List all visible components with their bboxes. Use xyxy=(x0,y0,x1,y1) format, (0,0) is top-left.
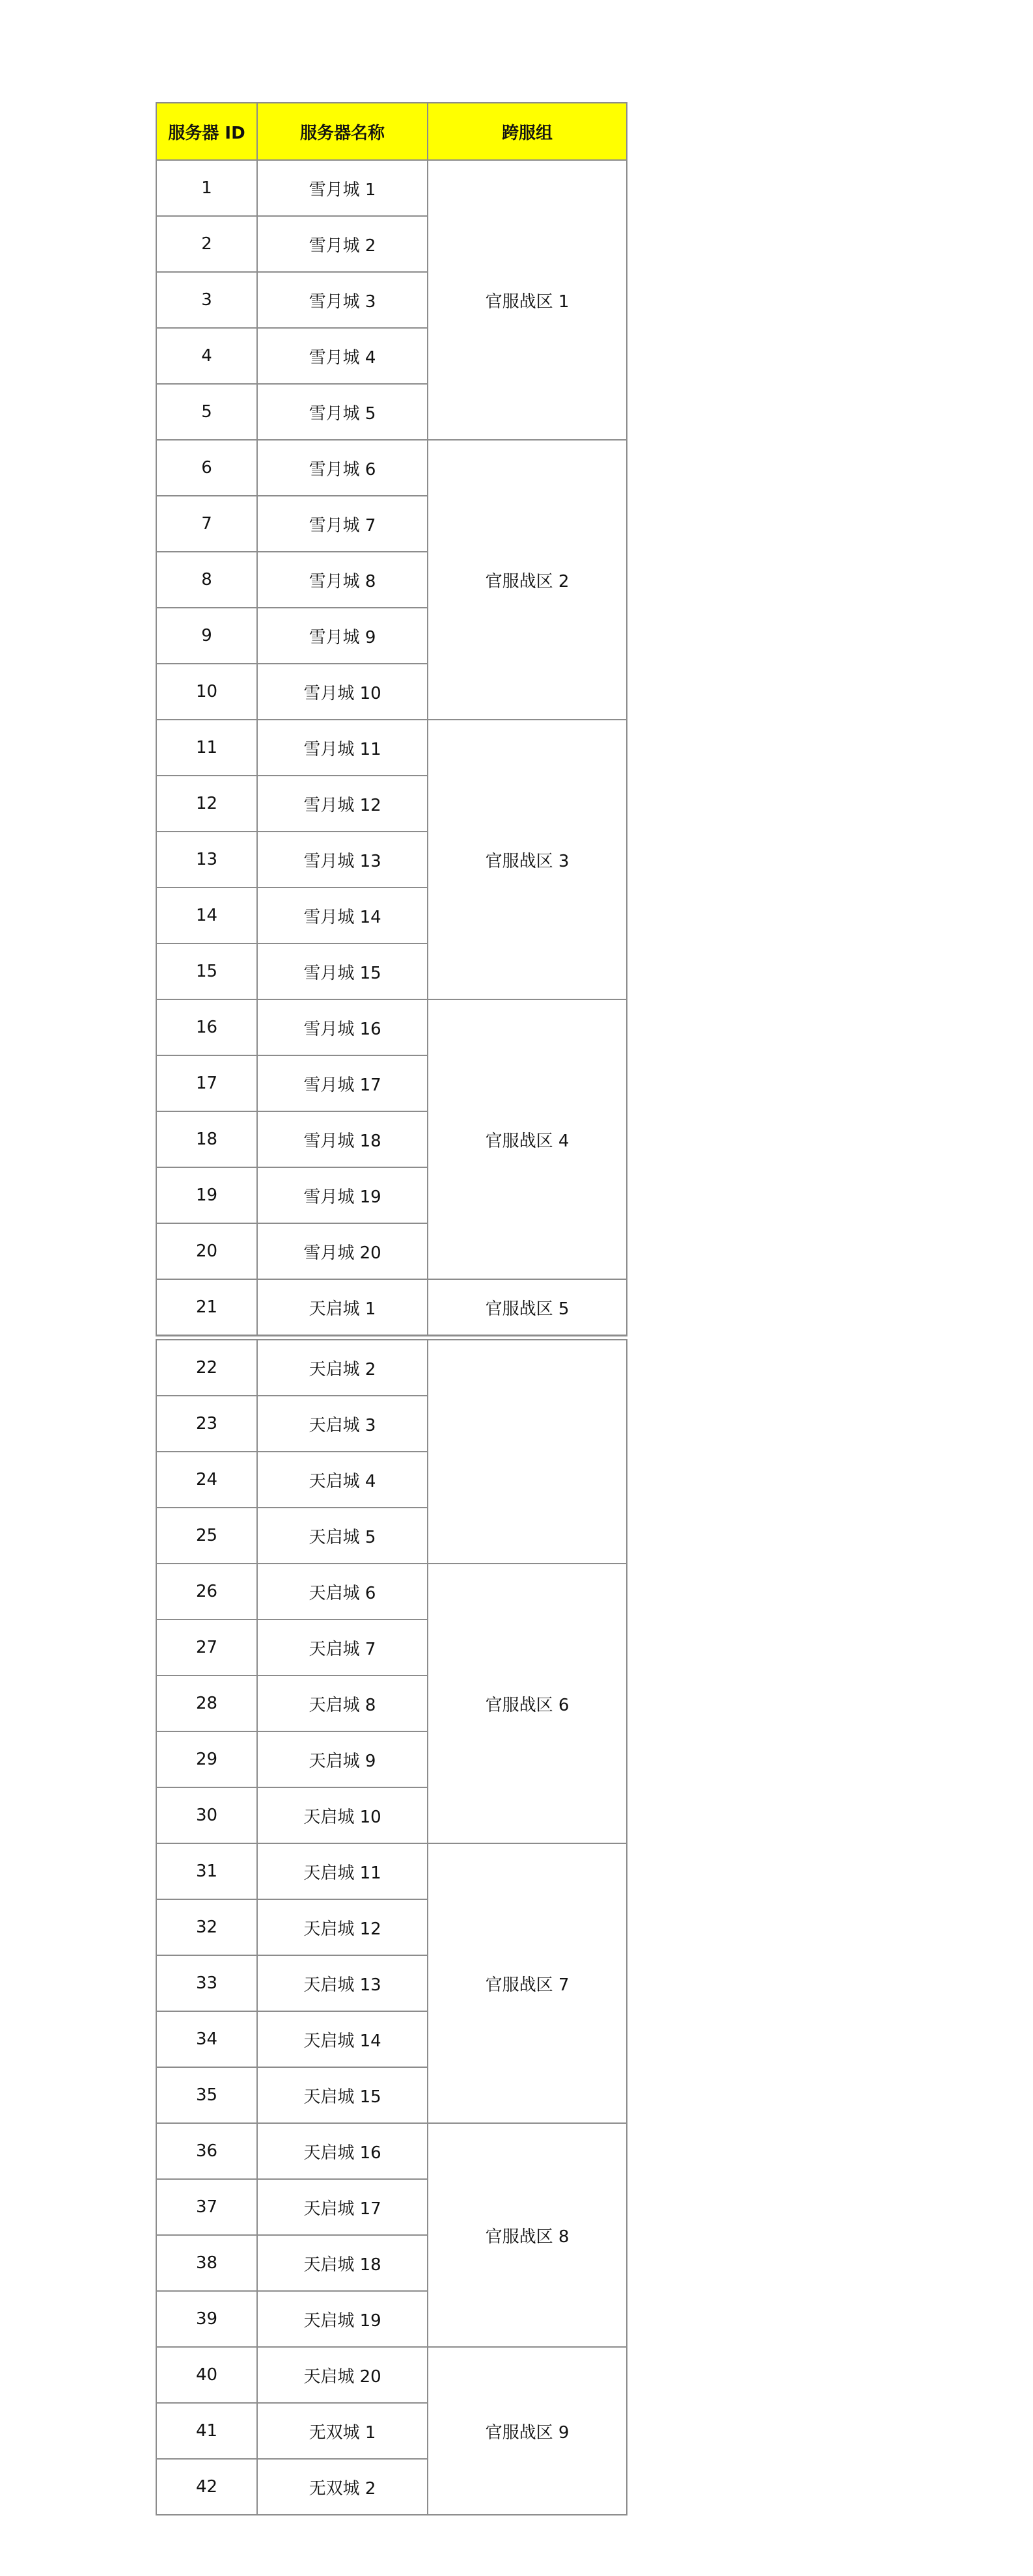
table-row xyxy=(156,1564,627,1620)
server-table-sheet xyxy=(156,102,627,2515)
server-name-cell: 雪月城 5 xyxy=(257,384,428,440)
server-name-cell: 天启城 3 xyxy=(257,1396,428,1452)
server-name-cell: 天启城 9 xyxy=(257,1731,428,1787)
server-name-cell: 天启城 12 xyxy=(257,1899,428,1955)
table-row xyxy=(156,1340,627,1396)
server-name-cell: 天启城 5 xyxy=(257,1508,428,1564)
server-id-cell: 7 xyxy=(156,496,257,552)
table-row xyxy=(156,999,627,1055)
cross-server-group-cell: 官服战区 9 xyxy=(428,2347,627,2515)
cross-server-group-cell: 官服战区 7 xyxy=(428,1843,627,2123)
server-name-cell: 雪月城 7 xyxy=(257,496,428,552)
server-id-cell: 29 xyxy=(156,1731,257,1787)
server-name-cell: 雪月城 15 xyxy=(257,943,428,999)
server-id-cell: 17 xyxy=(156,1055,257,1111)
server-id-cell: 42 xyxy=(156,2459,257,2515)
table-body-part-2 xyxy=(156,1340,627,2515)
server-id-cell: 31 xyxy=(156,1843,257,1899)
server-name-cell: 雪月城 6 xyxy=(257,440,428,496)
server-id-cell: 40 xyxy=(156,2347,257,2403)
table-row xyxy=(156,160,627,216)
server-name-cell: 天启城 4 xyxy=(257,1452,428,1508)
header-server-name: 服务器名称 xyxy=(257,103,428,160)
server-id-cell: 35 xyxy=(156,2067,257,2123)
server-name-cell: 无双城 1 xyxy=(257,2403,428,2459)
server-id-cell: 37 xyxy=(156,2179,257,2235)
server-id-cell: 8 xyxy=(156,552,257,608)
server-id-cell: 30 xyxy=(156,1787,257,1843)
server-id-cell: 25 xyxy=(156,1508,257,1564)
server-name-cell: 雪月城 4 xyxy=(257,328,428,384)
table-row xyxy=(156,1279,627,1336)
server-id-cell: 12 xyxy=(156,776,257,832)
server-id-cell: 16 xyxy=(156,999,257,1055)
server-id-cell: 33 xyxy=(156,1955,257,2011)
server-id-cell: 2 xyxy=(156,216,257,272)
server-name-cell: 雪月城 8 xyxy=(257,552,428,608)
server-id-cell: 6 xyxy=(156,440,257,496)
server-name-cell: 天启城 20 xyxy=(257,2347,428,2403)
cross-server-group-cell: 官服战区 5 xyxy=(428,1279,627,1336)
server-id-cell: 11 xyxy=(156,720,257,776)
server-name-cell: 雪月城 16 xyxy=(257,999,428,1055)
server-id-cell: 14 xyxy=(156,888,257,943)
server-id-cell: 28 xyxy=(156,1675,257,1731)
server-id-cell: 41 xyxy=(156,2403,257,2459)
server-name-cell: 天启城 15 xyxy=(257,2067,428,2123)
server-id-cell: 23 xyxy=(156,1396,257,1452)
cross-server-group-cell: 官服战区 8 xyxy=(428,2123,627,2347)
server-name-cell: 天启城 11 xyxy=(257,1843,428,1899)
server-id-cell: 36 xyxy=(156,2123,257,2179)
table-body-part-1 xyxy=(156,160,627,1336)
cross-server-group-cell: 官服战区 4 xyxy=(428,999,627,1279)
server-name-cell: 天启城 18 xyxy=(257,2235,428,2291)
table-header-row xyxy=(156,103,627,160)
table-row xyxy=(156,2347,627,2403)
table-row xyxy=(156,720,627,776)
server-id-cell: 34 xyxy=(156,2011,257,2067)
server-name-cell: 天启城 8 xyxy=(257,1675,428,1731)
server-name-cell: 天启城 16 xyxy=(257,2123,428,2179)
server-name-cell: 雪月城 2 xyxy=(257,216,428,272)
server-id-cell: 22 xyxy=(156,1340,257,1396)
server-id-cell: 19 xyxy=(156,1167,257,1223)
server-id-cell: 21 xyxy=(156,1279,257,1336)
server-name-cell: 雪月城 20 xyxy=(257,1223,428,1279)
server-name-cell: 雪月城 9 xyxy=(257,608,428,664)
server-id-cell: 5 xyxy=(156,384,257,440)
server-table-part-2 xyxy=(156,1339,627,2515)
table-row xyxy=(156,2123,627,2179)
server-name-cell: 天启城 17 xyxy=(257,2179,428,2235)
cross-server-group-cell xyxy=(428,1340,627,1564)
server-name-cell: 雪月城 1 xyxy=(257,160,428,216)
server-name-cell: 雪月城 13 xyxy=(257,832,428,888)
table-row xyxy=(156,440,627,496)
header-cross-server-group: 跨服组 xyxy=(428,103,627,160)
server-name-cell: 天启城 7 xyxy=(257,1620,428,1675)
server-id-cell: 10 xyxy=(156,664,257,720)
server-id-cell: 26 xyxy=(156,1564,257,1620)
server-id-cell: 38 xyxy=(156,2235,257,2291)
server-name-cell: 雪月城 3 xyxy=(257,272,428,328)
server-name-cell: 雪月城 14 xyxy=(257,888,428,943)
server-name-cell: 天启城 6 xyxy=(257,1564,428,1620)
server-name-cell: 雪月城 10 xyxy=(257,664,428,720)
server-id-cell: 27 xyxy=(156,1620,257,1675)
server-name-cell: 天启城 1 xyxy=(257,1279,428,1336)
server-id-cell: 15 xyxy=(156,943,257,999)
server-table-part-1 xyxy=(156,102,627,1336)
server-name-cell: 雪月城 11 xyxy=(257,720,428,776)
cross-server-group-cell: 官服战区 2 xyxy=(428,440,627,720)
server-name-cell: 天启城 19 xyxy=(257,2291,428,2347)
table-row xyxy=(156,1843,627,1899)
server-id-cell: 3 xyxy=(156,272,257,328)
server-id-cell: 1 xyxy=(156,160,257,216)
cross-server-group-cell: 官服战区 3 xyxy=(428,720,627,999)
server-name-cell: 天启城 2 xyxy=(257,1340,428,1396)
server-name-cell: 天启城 13 xyxy=(257,1955,428,2011)
server-id-cell: 4 xyxy=(156,328,257,384)
server-id-cell: 18 xyxy=(156,1111,257,1167)
server-name-cell: 天启城 10 xyxy=(257,1787,428,1843)
cross-server-group-cell: 官服战区 1 xyxy=(428,160,627,440)
server-id-cell: 9 xyxy=(156,608,257,664)
server-id-cell: 24 xyxy=(156,1452,257,1508)
cross-server-group-cell: 官服战区 6 xyxy=(428,1564,627,1843)
header-server-id: 服务器 ID xyxy=(156,103,257,160)
server-name-cell: 雪月城 19 xyxy=(257,1167,428,1223)
server-id-cell: 20 xyxy=(156,1223,257,1279)
server-id-cell: 32 xyxy=(156,1899,257,1955)
server-name-cell: 雪月城 12 xyxy=(257,776,428,832)
server-id-cell: 13 xyxy=(156,832,257,888)
server-id-cell: 39 xyxy=(156,2291,257,2347)
server-name-cell: 无双城 2 xyxy=(257,2459,428,2515)
server-name-cell: 雪月城 17 xyxy=(257,1055,428,1111)
server-name-cell: 雪月城 18 xyxy=(257,1111,428,1167)
server-name-cell: 天启城 14 xyxy=(257,2011,428,2067)
